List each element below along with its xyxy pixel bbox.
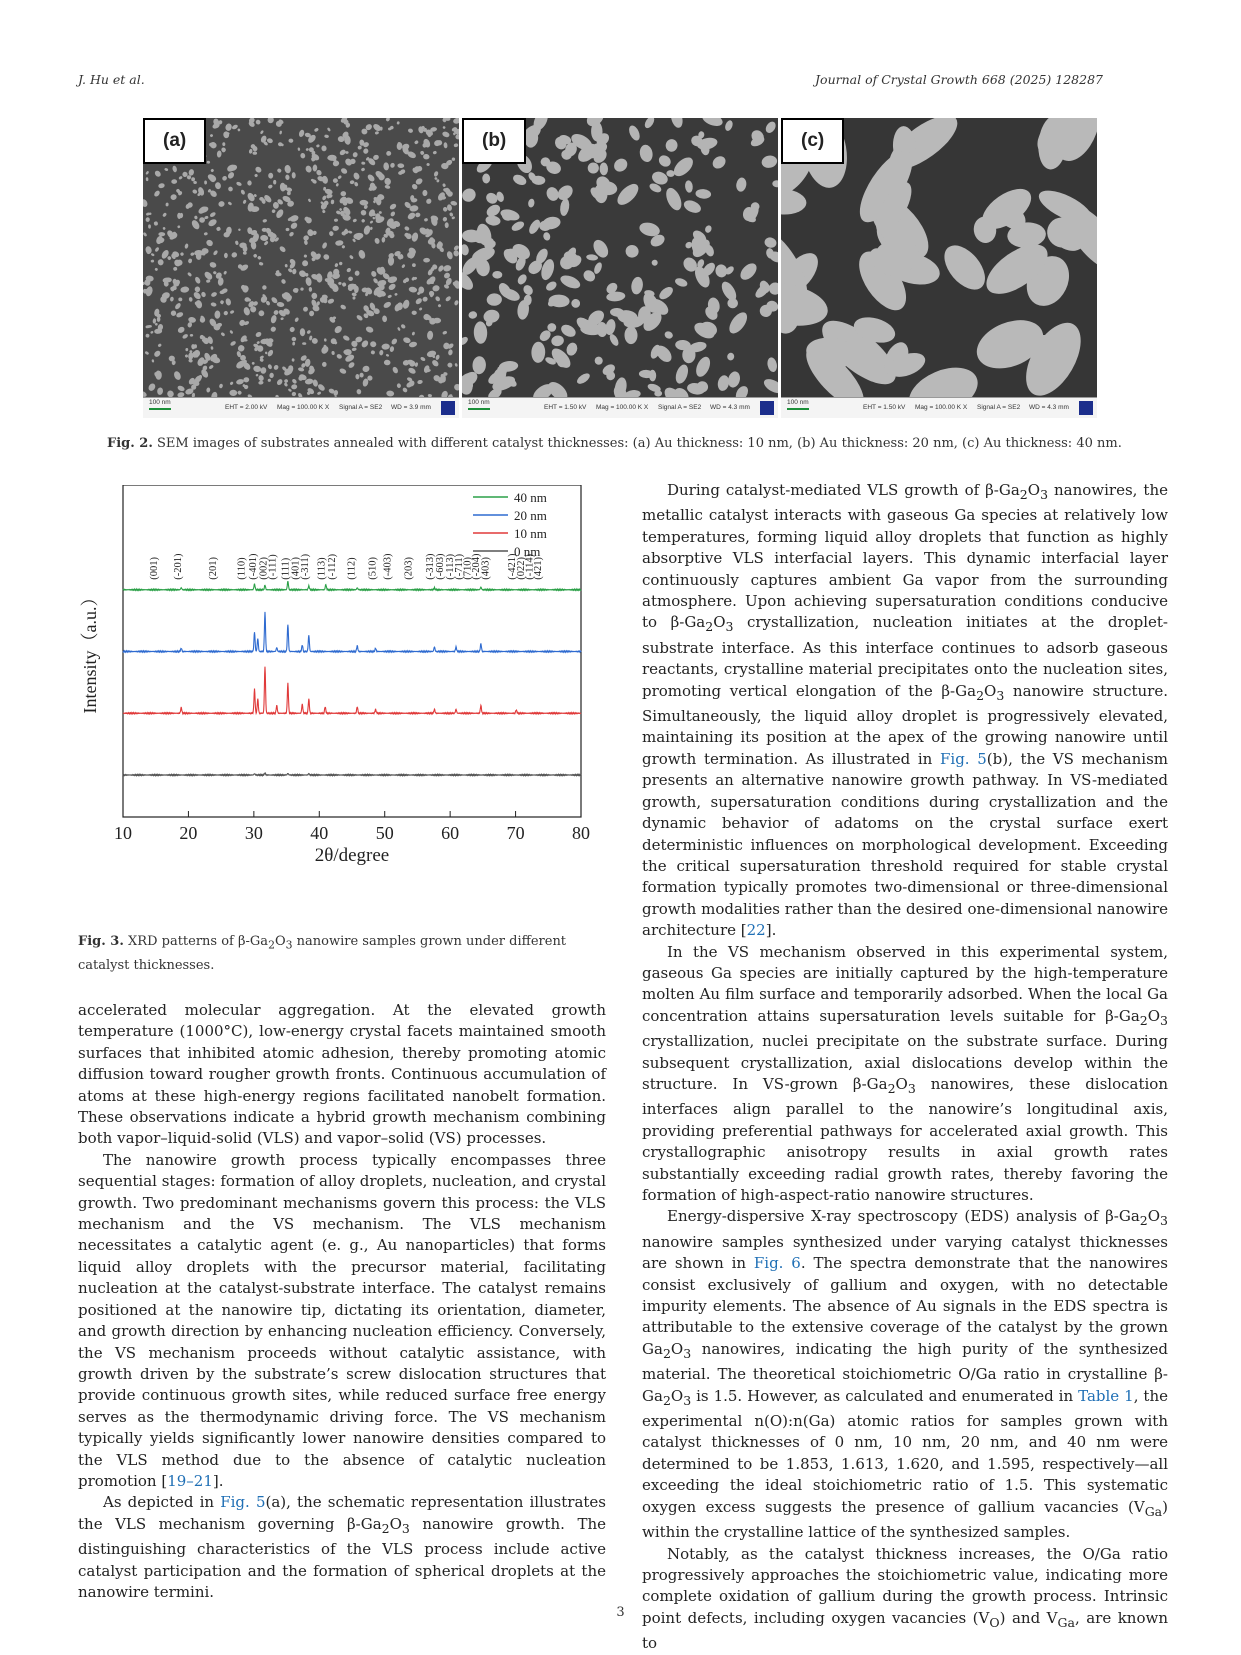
eht-text: EHT = 2.00 kV <box>225 404 268 411</box>
panel-label-b: (b) <box>462 118 526 164</box>
peak-label: (-421) <box>506 553 518 580</box>
peak-label: (110) <box>236 557 248 580</box>
left-column <box>78 1000 606 1603</box>
legend-label: 40 nm <box>514 490 547 505</box>
running-header-journal: Journal of Crystal Growth 668 (2025) 128287 <box>815 72 1103 87</box>
scale-bar <box>787 408 809 410</box>
peak-label: (403) <box>480 557 492 580</box>
peak-label: (111) <box>280 557 292 580</box>
peak-label: (-112) <box>326 553 338 580</box>
peak-label: (-114) <box>524 553 536 580</box>
paragraph: During catalyst-mediated VLS growth of $\beta-Ga_2O_3$ nanowires, the metallic catalyst interacts with gaseous Ga species at relatively low temperatures, forming liquid alloy droplets that function as highly absorptive VLS interfacial layers. This dynamic interfacial layer continuously captures ambient Ga vapor from the surrounding atmosphere. Upon achieving supersaturation conditions conducive to $\beta-Ga_2O_3$ crystallization, nucleation initiates at the droplet-substrate interface. As this interface continues to adsorb gaseous reactants, crystalline material precipitates onto the nucleation sites, promoting vertical elongation of the $\beta-Ga_2O_3$ nanowire structure. Simultaneously, the liquid alloy droplet is progressively elevated, maintaining its position at the apex of the growing nanowire until growth termination. As illustrated in Fig. 5(b), the VS mechanism presents an alternative nanowire growth pathway. In VS-mediated growth, supersaturation conditions during crystallization and the dynamic behavior of adatoms on the crystal surface exert deterministic influences on morphological development. Exceeding the critical supersaturation threshold required for stable crystal formation typically promotes two-dimensional or three-dimensional growth modalities rather than the desired one-dimensional nanowire architecture [22]. <box>642 481 1168 940</box>
caption-text: SEM images of substrates annealed with different catalyst thicknesses: (a) Au thickness: 10 nm, (b) Au thickness: 20 nm, (c) Au thickness: 40 nm. <box>157 436 1122 451</box>
peak-label: (-204) <box>470 553 482 580</box>
zeiss-logo-icon <box>441 401 455 415</box>
figure-3-caption <box>78 932 606 976</box>
peak-label: (201) <box>207 557 219 580</box>
sem-panel-a <box>143 118 459 418</box>
peak-label: (-401) <box>247 553 259 580</box>
sem-info-bar-b <box>462 397 778 418</box>
panel-label-a: (a) <box>143 118 206 164</box>
peak-label: (-403) <box>382 553 394 580</box>
x-tick-label: 60 <box>441 823 460 843</box>
zeiss-logo-icon <box>760 401 774 415</box>
x-axis-label: 2θ/degree <box>314 845 390 866</box>
paragraph: As depicted in Fig. 5(a), the schematic representation illustrates the VLS mechanism governing $\beta-Ga_2O_3$ nanowire growth. The distinguishing characteristics of the VLS process include active catalyst participation and the formation of spherical droplets at the nanowire termini. <box>78 1493 606 1601</box>
mag-text: Mag = 100.00 K X <box>596 404 649 411</box>
wd-text: WD = 4.3 mm <box>710 404 750 411</box>
zeiss-logo-icon <box>1079 401 1093 415</box>
legend-label: 10 nm <box>514 526 547 541</box>
table-link[interactable]: Table 1 <box>1078 1386 1134 1405</box>
peak-label: (203) <box>403 557 415 580</box>
peak-label: (510) <box>367 557 379 580</box>
sem-grain <box>345 151 348 154</box>
caption-label: Fig. 2. <box>107 436 153 451</box>
x-tick-label: 40 <box>310 823 329 843</box>
legend-label: 0 nm <box>514 544 541 559</box>
eht-text: EHT = 1.50 kV <box>863 404 906 411</box>
signal-text: Signal A = SE2 <box>977 404 1021 411</box>
scale-text: 100 nm <box>468 399 490 406</box>
signal-text: Signal A = SE2 <box>658 404 702 411</box>
peak-label: (113) <box>316 557 328 580</box>
peak-label: (-201) <box>173 553 185 580</box>
right-column <box>642 480 1168 1655</box>
paragraph: The nanowire growth process typically encompasses three sequential stages: formation of alloy droplets, nucleation, and crystal growth. Two predominant mechanisms govern this process: the VLS mechanism and the VS mechanism. The VLS mechanism necessitates a catalytic agent (e. g., Au nanoparticles) that forms liquid alloy droplets with the precursor material, facilitating nucleation at the catalyst-substrate interface. The catalyst remains positioned at the nanowire tip, dictating its orientation, diameter, and growth direction by enhancing nucleation efficiency. Conversely, the VS mechanism proceeds without catalytic assistance, with growth driven by the substrate’s screw dislocation structures that provide continuous growth sites, while reduced surface free energy serves as the thermodynamic driving force. The VS mechanism typically yields significantly lower nanowire densities compared to the VLS method due to the absence of catalytic nucleation promotion [19–21]. <box>78 1150 606 1490</box>
x-tick-label: 10 <box>114 823 132 843</box>
peak-label: (-711) <box>453 553 465 580</box>
sem-panel-b <box>462 118 778 418</box>
peak-label: (002) <box>258 557 270 580</box>
scale-text: 100 nm <box>787 399 809 406</box>
panel-label-c: (c) <box>781 118 844 164</box>
scale-bar <box>468 408 490 410</box>
page-number: 3 <box>616 1605 625 1620</box>
sem-grain <box>333 178 338 183</box>
peak-label: (-111) <box>267 554 279 580</box>
citation-link[interactable]: 19–21 <box>167 1471 213 1490</box>
sem-panel-c <box>781 118 1097 418</box>
peak-label: (-113) <box>444 553 456 580</box>
mag-text: Mag = 100.00 K X <box>277 404 330 411</box>
figure-link[interactable]: Fig. 6 <box>753 1254 801 1273</box>
caption-label: Fig. 3. <box>78 934 124 949</box>
wd-text: WD = 4.3 mm <box>1029 404 1069 411</box>
paragraph: In the VS mechanism observed in this experimental system, gaseous Ga species are initially captured by the high-temperature molten Au film surface and temporarily adsorbed. When the local Ga concentration attains supersaturation levels suitable for $\beta-Ga_2O_3$ crystallization, nuclei precipitate on the substrate surface. During subsequent crystallization, axial dislocations develop within the structure. In VS-grown $\beta-Ga_2O_3$ nanowires, these dislocation interfaces align parallel to the nanowire’s longitudinal axis, providing preferential pathways for accelerated axial growth. This crystallographic anisotropy results in axial growth rates substantially exceeding radial growth rates, thereby favoring the formation of high-aspect-ratio nanowire structures. <box>642 942 1168 1204</box>
x-tick-label: 50 <box>375 823 394 843</box>
sem-info-bar-c <box>781 397 1097 418</box>
sem-info-bar-a <box>143 397 459 418</box>
sem-grain <box>333 269 339 276</box>
x-tick-label: 30 <box>244 823 263 843</box>
citation-link[interactable]: 22 <box>746 921 766 940</box>
peak-label: (421) <box>533 557 545 580</box>
paragraph: Notably, as the catalyst thickness increases, the O/Ga ratio progressively approaches the stoichiometric value, indicating more complete oxidation of gallium during the growth process. Intrinsic point defects, including oxygen vacancies $(V_O)$ and $V_{Ga}$, are known to <box>642 1544 1168 1653</box>
wd-text: WD = 3.9 mm <box>391 404 431 411</box>
peak-label: (401) <box>290 557 302 580</box>
peak-label: (112) <box>346 557 358 580</box>
running-header-authors: J. Hu et al. <box>78 72 145 87</box>
peak-label: (710) <box>462 557 474 580</box>
legend-label: 20 nm <box>514 508 547 523</box>
figure-2-sem <box>143 118 1098 418</box>
paragraph: Energy-dispersive X-ray spectroscopy (EDS) analysis of $\beta-Ga_2O_3$ nanowire samples synthesized under varying catalyst thicknesses are shown in Fig. 6. The spectra demonstrate that the nanowires consist exclusively of gallium and oxygen, with no detectable impurity elements. The absence of Au signals in the EDS spectra is attributable to the extensive coverage of the catalyst by the grown $Ga_2O_3$ nanowires, indicating the high purity of the synthesized material. The theoretical stoichiometric O/Ga ratio in crystalline $\beta-Ga_2O_3$ is 1.5. However, as calculated and enumerated in Table 1, the experimental n(O):n(Ga) atomic ratios for samples grown with catalyst thicknesses of 0 nm, 10 nm, 20 nm, and 40 nm were determined to be 1.853, 1.613, 1.620, and 1.595, respectively—all exceeding the ideal stoichiometric ratio of 1.5. This systematic oxygen excess suggests the presence of gallium vacancies $(V_{Ga})$ within the crystalline lattice of the synthesized samples. <box>642 1207 1168 1542</box>
mag-text: Mag = 100.00 K X <box>915 404 968 411</box>
peak-label: (-313) <box>425 553 437 580</box>
scale-text: 100 nm <box>149 399 171 406</box>
figure-link[interactable]: Fig. 5 <box>220 1493 266 1512</box>
xrd-chart <box>78 485 598 915</box>
paragraph: accelerated molecular aggregation. At the elevated growth temperature (1000°C), low-energy crystal facets maintained smooth surfaces that inhibited atomic adhesion, thereby promoting atomic diffusion toward rougher growth fronts. Continuous accumulation of atoms at these high-energy regions facilitated nanobelt formation. These observations indicate a hybrid growth mechanism combining both vapor–liquid-solid (VLS) and vapor–solid (VS) processes. <box>78 1001 606 1148</box>
figure-link[interactable]: Fig. 5 <box>940 749 987 768</box>
x-tick-label: 20 <box>179 823 198 843</box>
peak-label: (022) <box>516 557 528 580</box>
figure-2-caption <box>107 436 1122 451</box>
peak-label: (001) <box>149 557 161 580</box>
scale-bar <box>149 408 171 410</box>
y-axis-label: Intensity（a.u.） <box>80 588 100 714</box>
caption-text: XRD patterns of $\beta-Ga_2O_3$ nanowire samples grown under different catalyst thicknesses. <box>78 934 567 973</box>
eht-text: EHT = 1.50 kV <box>544 404 587 411</box>
x-tick-label: 70 <box>506 823 525 843</box>
x-tick-label: 80 <box>572 823 590 843</box>
sem-grain <box>547 323 556 332</box>
peak-label: (-603) <box>434 553 446 580</box>
peak-label: (-311) <box>300 553 312 580</box>
signal-text: Signal A = SE2 <box>339 404 383 411</box>
